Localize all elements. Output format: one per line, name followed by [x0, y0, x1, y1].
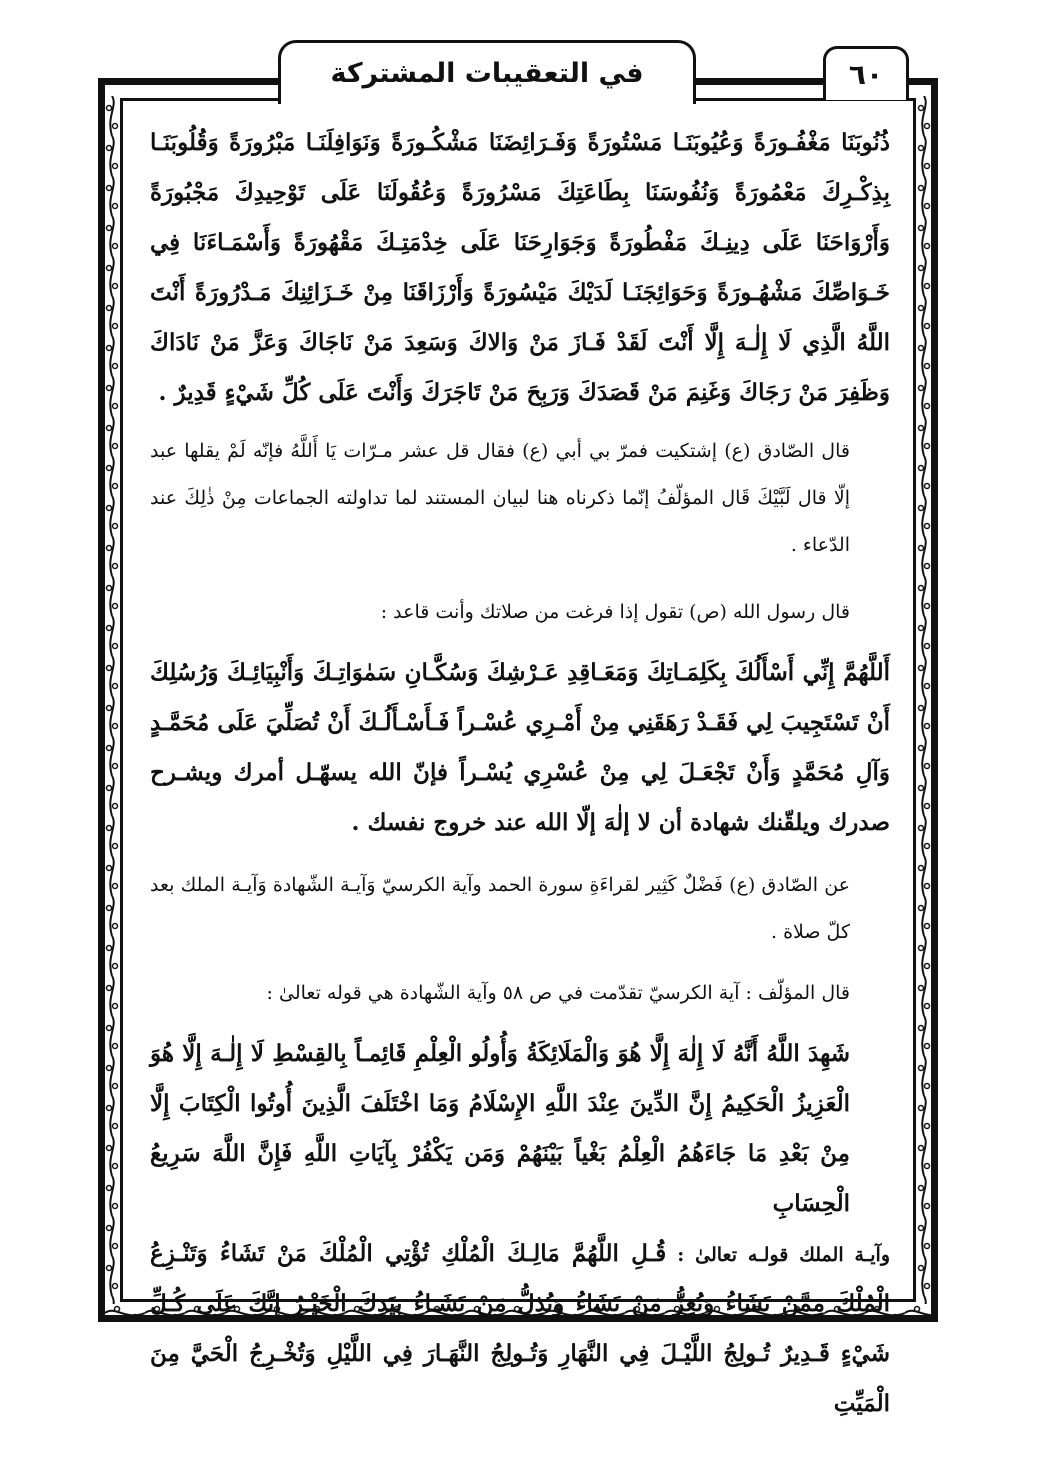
page-title: في التعقيبات المشتركة — [330, 58, 644, 89]
supplication-text-2: أَللَّهُمَّ إِنِّي أَسْأَلُكَ بِكَلِمَـاتِكَ وَمَعَـاقِدِ عَـرْشِكَ وَسُكَّـانِ سَمٰوَاتِـكَ وَأَنْبِيَائِـكَ وَرُسُلِكَ أَنْ تَسْتَجِيبَ لِي فَقَـدْ رَهَقَنِي مِنْ أَمْـرِي عُسْـراً فَـأَسْـأَلُـكَ أَنْ تُصَلِّيَ عَلَى مُحَمَّـدٍ وَآلِ مُحَمَّدٍ وَأَنْ تَجْعَـلَ لِي مِنْ عُسْرِي يُسْـراً فإنّ الله يسهّـل أمرك ويشـرح صدرك ويلقّنك شهادة أن لا إلٰهَ إلّا الله عند خروج نفسك . — [150, 659, 890, 836]
quran-verse-mulk-paragraph — [150, 1229, 890, 1429]
header-title-box — [278, 40, 696, 104]
page-content — [150, 118, 890, 1417]
verse-intro: وآيـة الملك قولـه تعالىٰ : — [666, 1244, 890, 1266]
supplication-text-1: ذُنُوبَنَا مَغْفُـورَةً وَعُيُوبَنَـا مَسْتُورَةً وَفَـرَائِضَنَا مَشْكُـورَةً وَنَوَافِلَنَـا مَبْرُورَةً وَقُلُوبَنَـا بِذِكْـرِكَ مَعْمُورَةً وَنُفُوسَنَا بِطَاعَتِكَ مَسْرُورَةً وَعُقُولَنَا عَلَى تَوْحِيدِكَ مَجْبُورَةً وَأَرْوَاحَنَا عَلَى دِينِـكَ مَفْطُورَةً وَجَوَارِحَنَا عَلَى خِدْمَتِـكَ مَقْهُورَةً وَأَسْمَـاءَنَا فِي خَـوَاصِّكَ مَشْهُـورَةً وَحَوَائِجَنَـا لَدَيْكَ مَيْسُورَةً وَأَرْزَاقَنَا مِنْ خَـزَائِنِكَ مَـدْرُورَةً أَنْتَ اللَّهُ الَّذِي لَا إِلٰـهَ إِلَّا أَنْتَ لَقَدْ فَـازَ مَنْ وَالاكَ وَسَعِدَ مَنْ نَاجَاكَ وَعَزَّ مَنْ نَادَاكَ وَظَفِرَ مَنْ رَجَاكَ وَغَنِمَ مَنْ قَصَدَكَ وَرَبِحَ مَنْ تَاجَرَكَ وَأَنْتَ عَلَى كُلِّ شَيْءٍ قَدِيرٌ . — [150, 129, 890, 406]
page-number-box — [823, 46, 909, 100]
narration-paragraph-1: قال الصّادق (ع) إشتكيت فمرّ بي أبي (ع) فقال قل عشر مـرّات يَا أَللَّهُ فإنّه لَمْ يقلها عبد إلّا قال لَبَّيْكَ قَال المؤلّفُ إنّما ذكرناه هنا لبيان المستند لما تداولته الجماعات مِنْ ذٰلِكَ عند الدّعاء . — [150, 440, 850, 556]
narration-paragraph-2: قال رسول الله (ص) تقول إذا فرغت من صلاتك وأنت قاعد : — [380, 601, 850, 623]
quran-verse-shahada: شَهِدَ اللَّهُ أَنَّهُ لَا إِلٰهَ إِلَّا هُوَ وَالْمَلَائِكَةُ وَأُولُو الْعِلْمِ قَائِمـاً بِالقِسْطِ لَا إِلٰـهَ إِلَّا هُوَ الْعَزِيزُ الْحَكِيمُ إِنَّ الدِّينَ عِنْدَ اللَّهِ الإِسْلَامُ وَمَا اخْتَلَفَ الَّذِينَ أُوتُوا الْكِتَابَ إِلَّا مِنْ بَعْدِ مَا جَاءَهُمُ الْعِلْمُ بَغْياً بَيْنَهُمْ وَمَن يَكْفُرْ بِآيَاتِ اللَّهِ فَإِنَّ اللَّهَ سَرِيعُ الْحِسَابِ — [150, 1040, 850, 1217]
quran-verse-mulk: قُـلِ اللَّهُمَّ مَالِـكَ الْمُلْكِ تُؤْتِي الْمُلْكَ مَنْ تَشَاءُ وَتَنْـزِعُ الْمُلْكَ مِمَّنْ تَشَاءُ وَتُعِزُّ مَنْ تَشَاءُ وَتُذِلُّ مَنْ تَشَـاءُ بِيَدِكَ الْخَيْـرُ إِنَّكَ عَلَى كُـلِّ شَيْءٍ قَـدِيرٌ تُـولِجُ اللَّيْـلَ فِي النَّهَارِ وَتُـولِجُ النَّهَـارَ فِي اللَّيْلِ وَتُخْـرِجُ الْحَيَّ مِنَ الْمَيِّتِ — [150, 1240, 890, 1417]
narration-paragraph-3: عن الصّادق (ع) فَضْلٌ كَثِير لقراءَةِ سورة الحمد وآية الكرسيّ وَآيـة الشّهادة وَآيـة الملك بعد كلّ صلاة . — [150, 874, 850, 943]
author-note: قال المؤلّف : آية الكرسيّ تقدّمت في ص ٥٨ وآية الشّهادة هي قوله تعالىٰ : — [266, 982, 850, 1004]
page-number: ٦٠ — [848, 58, 884, 91]
